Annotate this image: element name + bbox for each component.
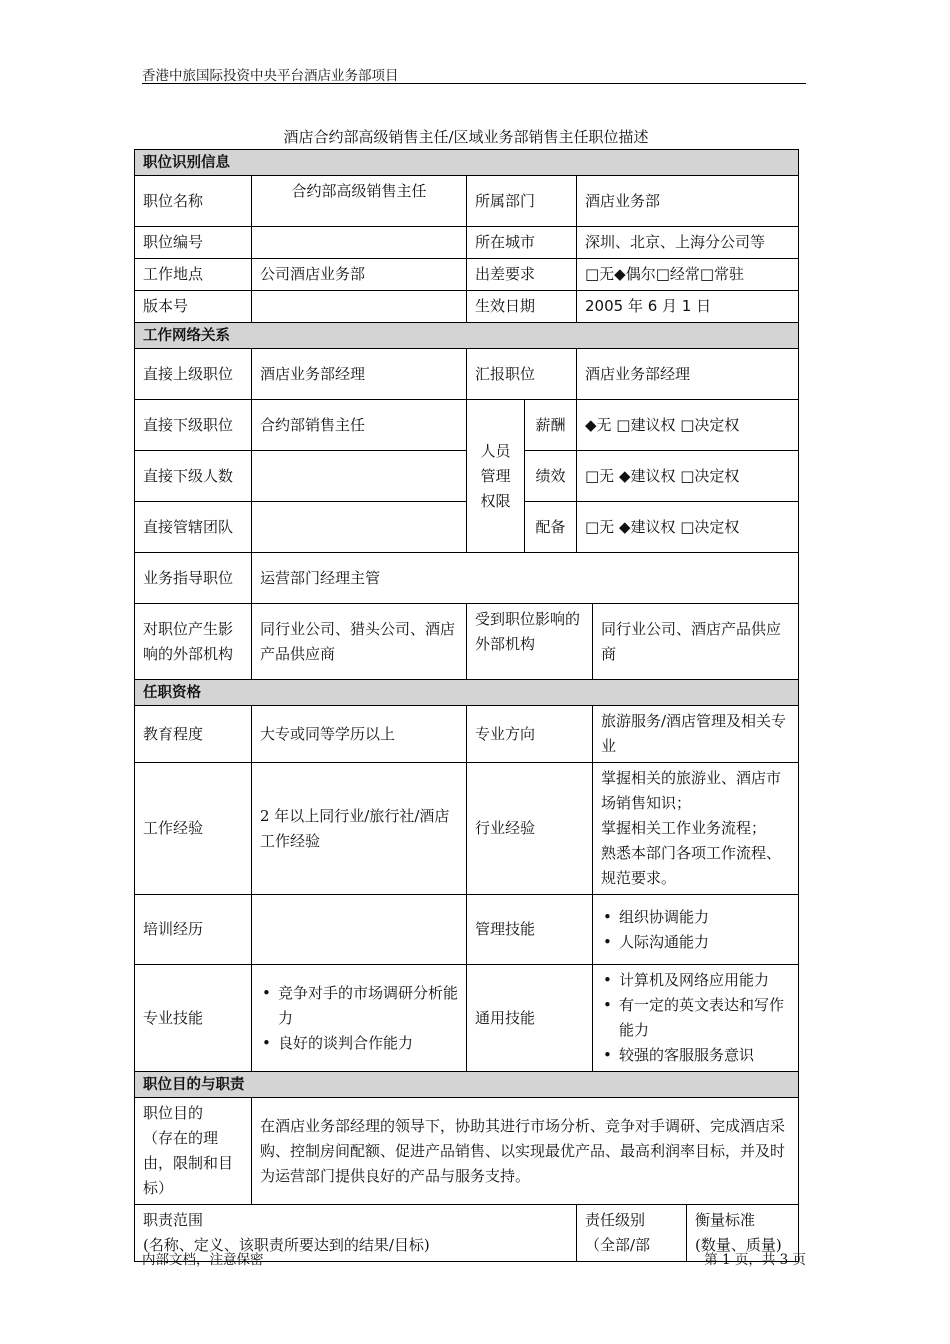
performance-label: 绩效 — [525, 451, 577, 502]
page-number: 第 1 页，共 3 页 — [704, 1252, 806, 1268]
report-to-label: 汇报职位 — [467, 349, 577, 400]
professional-skills-label: 专业技能 — [135, 965, 252, 1072]
training-value — [252, 895, 467, 965]
work-experience-label: 工作经验 — [135, 763, 252, 895]
list-item: • 较强的客服服务意识 — [601, 1043, 790, 1068]
external-influence-value: 同行业公司、猎头公司、酒店产品供应商 — [252, 604, 467, 680]
travel-label: 出差要求 — [467, 259, 577, 291]
document-title: 酒店合约部高级销售主任/区域业务部销售主任职位描述 — [283, 128, 649, 146]
effective-date-label: 生效日期 — [467, 291, 577, 323]
list-item: • 竞争对手的市场调研分析能力 — [260, 981, 458, 1031]
list-item: • 组织协调能力 — [601, 905, 790, 930]
professional-skills-list — [252, 965, 467, 1072]
external-influence-label: 对职位产生影响的外部机构 — [135, 604, 252, 680]
effective-date-value: 2005 年 6 月 1 日 — [577, 291, 799, 323]
team-value — [252, 502, 467, 553]
purpose-label-cell — [135, 1098, 252, 1205]
list-item: • 有一定的英文表达和写作能力 — [601, 993, 790, 1043]
list-item: • 计算机及网络应用能力 — [601, 968, 790, 993]
guidance-value: 运营部门经理主管 — [252, 553, 799, 604]
responsibility-level-header — [577, 1205, 687, 1262]
page-header: 香港中旅国际投资中央平台酒店业务部项目 — [142, 68, 399, 84]
supervisor-value: 酒店业务部经理 — [252, 349, 467, 400]
industry-experience-line: 熟悉本部门各项工作流程、规范要求。 — [601, 844, 782, 887]
duty-scope-sublabel: (名称、定义、该职责所要达到的结果/目标) — [143, 1236, 430, 1254]
travel-value: □无◆偶尔□经常□常驻 — [577, 259, 799, 291]
purpose-label: 职位目的 — [143, 1104, 204, 1122]
section-header-qualifications: 任职资格 — [135, 680, 799, 706]
salary-label: 薪酬 — [525, 400, 577, 451]
subordinate-value: 合约部销售主任 — [252, 400, 467, 451]
position-code-value — [252, 227, 467, 259]
list-item: • 良好的谈判合作能力 — [260, 1031, 458, 1056]
performance-authority: □无 ◆建议权 □决定权 — [577, 451, 799, 502]
measure-label: 衡量标准 — [695, 1211, 756, 1229]
affected-external-value: 同行业公司、酒店产品供应商 — [593, 604, 799, 680]
header-divider — [142, 83, 806, 84]
city-label: 所在城市 — [467, 227, 577, 259]
personnel-authority-label: 人员管理权限 — [467, 400, 525, 553]
version-label: 版本号 — [135, 291, 252, 323]
general-skills-label: 通用技能 — [467, 965, 593, 1072]
position-name-value: 合约部高级销售主任 — [252, 176, 467, 227]
confidential-note: 内部文档，注意保密 — [142, 1252, 264, 1268]
salary-authority: ◆无 □建议权 □决定权 — [577, 400, 799, 451]
industry-experience-line: 掌握相关工作业务流程； — [601, 819, 767, 837]
industry-experience-line: 掌握相关的旅游业、酒店市场销售知识； — [601, 769, 782, 812]
education-value: 大专或同等学历以上 — [252, 706, 467, 763]
responsibility-level-sublabel: （全部/部 — [585, 1236, 651, 1254]
city-value: 深圳、北京、上海分公司等 — [577, 227, 799, 259]
section-header-duties: 职位目的与职责 — [135, 1072, 799, 1098]
subordinate-count-value — [252, 451, 467, 502]
position-code-label: 职位编号 — [135, 227, 252, 259]
department-value: 酒店业务部 — [577, 176, 799, 227]
purpose-value: 在酒店业务部经理的领导下，协助其进行市场分析、竞争对手调研、完成酒店采购、控制房间配额、促进产品销售、以实现最优产品、最高利润率目标，并及时为运营部门提供良好的产品与服务支持。 — [252, 1098, 799, 1205]
guidance-label: 业务指导职位 — [135, 553, 252, 604]
major-value: 旅游服务/酒店管理及相关专业 — [593, 706, 799, 763]
subordinate-label: 直接下级职位 — [135, 400, 252, 451]
responsibility-level-label: 责任级别 — [585, 1211, 646, 1229]
section-header-network: 工作网络关系 — [135, 323, 799, 349]
list-item: • 人际沟通能力 — [601, 930, 790, 955]
management-skills-list — [593, 895, 799, 965]
work-place-label: 工作地点 — [135, 259, 252, 291]
education-label: 教育程度 — [135, 706, 252, 763]
work-experience-value: 2 年以上同行业/旅行社/酒店工作经验 — [252, 763, 467, 895]
work-place-value: 公司酒店业务部 — [252, 259, 467, 291]
major-label: 专业方向 — [467, 706, 593, 763]
staffing-label: 配备 — [525, 502, 577, 553]
version-value — [252, 291, 467, 323]
purpose-sublabel: （存在的理由，限制和目标） — [143, 1129, 234, 1197]
training-label: 培训经历 — [135, 895, 252, 965]
supervisor-label: 直接上级职位 — [135, 349, 252, 400]
management-skills-label: 管理技能 — [467, 895, 593, 965]
staffing-authority: □无 ◆建议权 □决定权 — [577, 502, 799, 553]
job-description-table — [134, 149, 799, 1262]
position-name-label: 职位名称 — [135, 176, 252, 227]
subordinate-count-label: 直接下级人数 — [135, 451, 252, 502]
department-label: 所属部门 — [467, 176, 577, 227]
measure-sublabel: (数量、质量) — [695, 1236, 782, 1254]
industry-experience-label: 行业经验 — [467, 763, 593, 895]
duty-scope-label: 职责范围 — [143, 1211, 204, 1229]
industry-experience-list — [593, 763, 799, 895]
section-header-identification: 职位识别信息 — [135, 150, 799, 176]
affected-external-label: 受到职位影响的外部机构 — [467, 604, 593, 680]
report-to-value: 酒店业务部经理 — [577, 349, 799, 400]
general-skills-list — [593, 965, 799, 1072]
team-label: 直接管辖团队 — [135, 502, 252, 553]
